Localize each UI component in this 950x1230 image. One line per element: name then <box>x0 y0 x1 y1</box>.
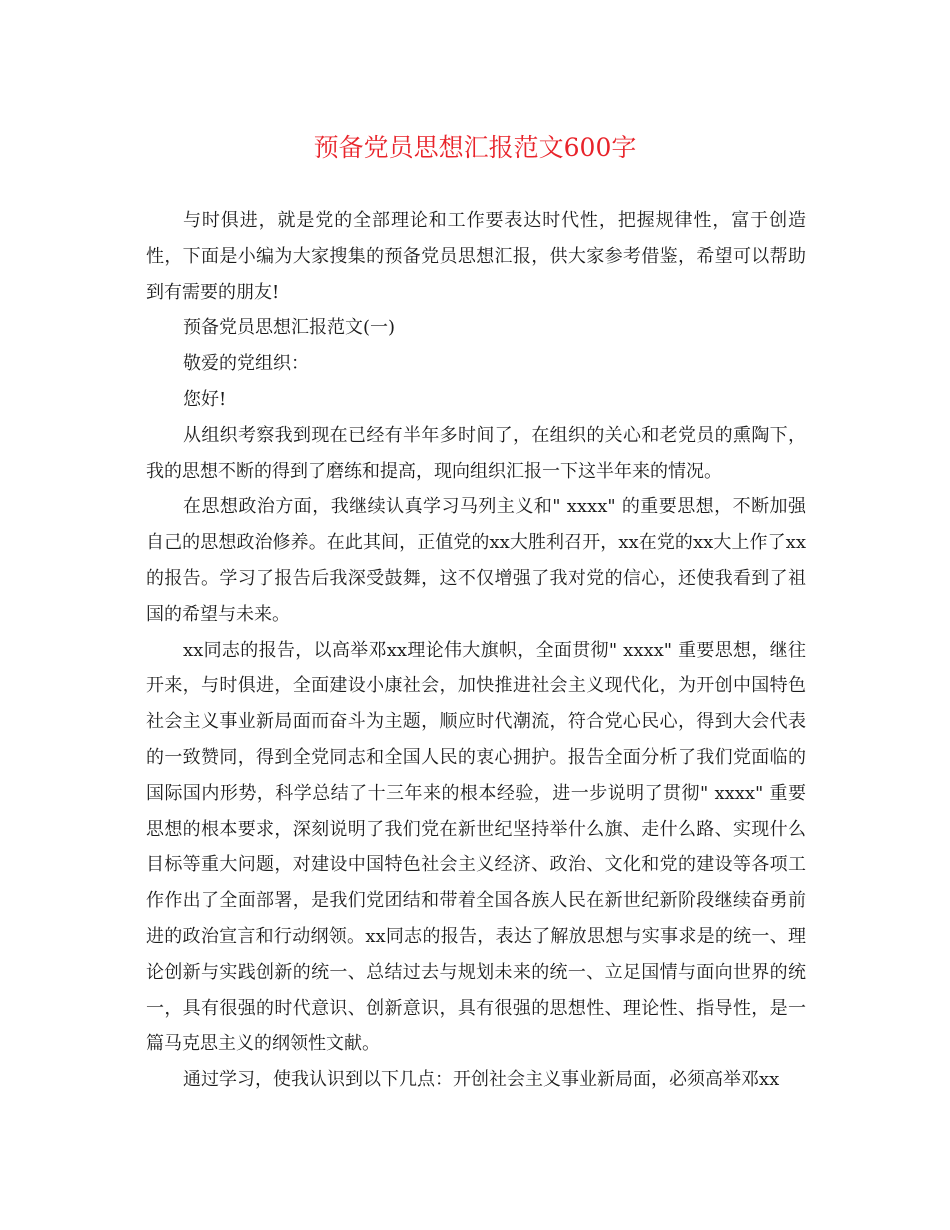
intro-paragraph: 与时俱进，就是党的全部理论和工作要表达时代性，把握规律性，富于创造性，下面是小编为大家搜集的预备党员思想汇报，供大家参考借鉴，希望可以帮助到有需要的朋友! <box>146 210 806 303</box>
body-paragraph: 从组织考察我到现在已经有半年多时间了，在组织的关心和老党员的熏陶下，我的思想不断的得到了磨练和提高，现向组织汇报一下这半年来的情况。 <box>146 424 806 482</box>
document-title: 预备党员思想汇报范文600字 <box>313 133 637 162</box>
greeting: 您好! <box>183 388 227 410</box>
body-paragraph: 在思想政治方面，我继续认真学习马列主义和" xxxx" 的重要思想，不断加强自己的思想政治修养。在此其间，正值党的xx大胜利召开，xx在党的xx大上作了xx的报告。学习了报告后我深受鼓舞，这不仅增强了我对党的信心，还使我看到了祖国的希望与未来。 <box>146 496 806 625</box>
section-heading: 预备党员思想汇报范文(一) <box>183 317 396 339</box>
body-paragraph: xx同志的报告，以高举邓xx理论伟大旗帜，全面贯彻" xxxx" 重要思想，继往开来，与时俱进，全面建设小康社会，加快推进社会主义现代化，为开创中国特色社会主义事业新局面而奋斗为主题，顺应时代潮流，符合党心民心，得到大会代表的一致赞同，得到全党同志和全国人民的衷心拥护。报告全面分析了我们党面临的国际国内形势，科学总结了十三年来的根本经验，进一步说明了贯彻" xxxx" 重要思想的根本要求，深刻说明了我们党在新世纪坚持举什么旗、走什么路、实现什么目标等重大问题，对建设中国特色社会主义经济、政治、文化和党的建设等各项工作作出了全面部署，是我们党团结和带着全国各族人民在新世纪新阶段继续奋勇前进的政治宣言和行动纲领。xx同志的报告，表达了解放思想与实事求是的统一、理论创新与实践创新的统一、总结过去与规划未来的统一、立足国情与面向世界的统一，具有很强的时代意识、创新意识，具有很强的思想性、理论性、指导性，是一篇马克思主义的纲领性文献。 <box>146 639 806 1055</box>
body-paragraph: 通过学习，使我认识到以下几点：开创社会主义事业新局面，必须高举邓xx <box>183 1069 780 1091</box>
salutation: 敬爱的党组织： <box>183 353 309 375</box>
document-body <box>146 203 806 1098</box>
